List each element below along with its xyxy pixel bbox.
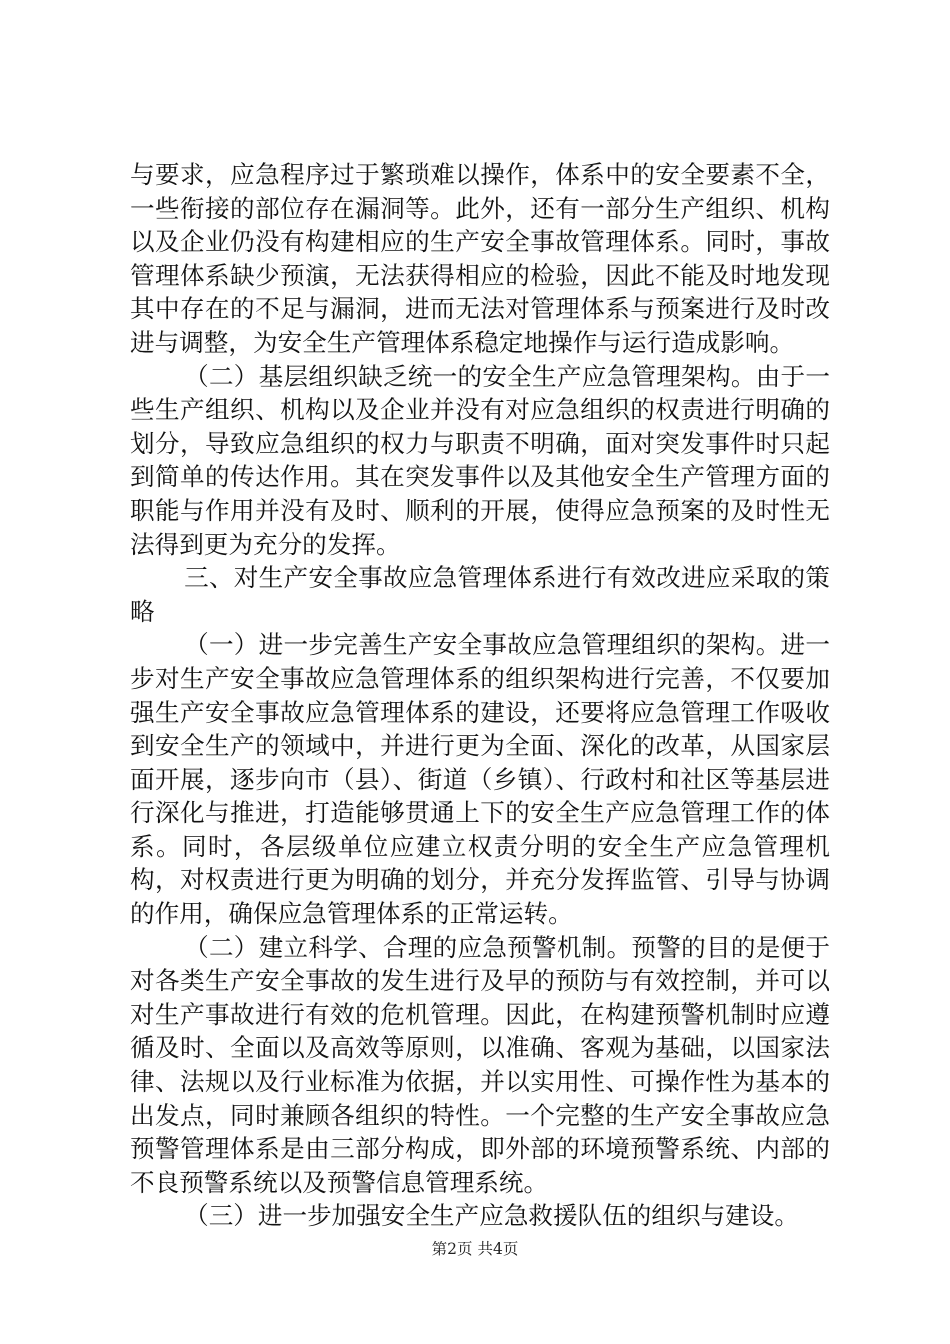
paragraph-section-2-2: （二）基层组织缺乏统一的安全生产应急管理架构。由于一些生产组织、机构以及企业并没有对应急组织的权责进行明确的划分，导致应急组织的权力与职责不明确，面对突发事件时只起到简单的传达作用。其在突发事件以及其他安全生产管理方面的职能与作用并没有及时、顺利的开展，使得应急预案的及时性无法得到更为充分的发挥。 (130, 361, 830, 559)
section-heading-3: 三、对生产安全事故应急管理体系进行有效改进应采取的策略 (130, 563, 830, 626)
paragraph-section-3-1: （一）进一步完善生产安全事故应急管理组织的架构。进一步对生产安全事故应急管理体系的组织架构进行完善，不仅要加强生产安全事故应急管理体系的建设，还要将应急管理工作吸收到安全生产的领域中，并进行更为全面、深化的改革，从国家层面开展，逐步向市（县）、街道（乡镇）、行政村和社区等基层进行深化与推进，打造能够贯通上下的安全生产应急管理工作的体系。同时，各层级单位应建立权责分明的安全生产应急管理机构，对权责进行更为明确的划分，并充分发挥监管、引导与协调的作用，确保应急管理体系的正常运转。 (130, 630, 830, 929)
document-body (130, 158, 830, 1233)
page-footer: 第2页 共4页 (431, 1240, 519, 1258)
paragraph-section-3-2: （二）建立科学、合理的应急预警机制。预警的目的是便于对各类生产安全事故的发生进行及早的预防与有效控制，并可以对生产事故进行有效的危机管理。因此，在构建预警机制时应遵循及时、全面以及高效等原则，以准确、客观为基础，以国家法律、法规以及行业标准为依据，并以实用性、可操作性为基本的出发点，同时兼顾各组织的特性。一个完整的生产安全事故应急预警管理体系是由三部分构成，即外部的环境预警系统、内部的不良预警系统以及预警信息管理系统。 (130, 932, 830, 1197)
paragraph-section-3-3: （三）进一步加强安全生产应急救援队伍的组织与建设。 (184, 1201, 799, 1231)
paragraph-continuation: 与要求，应急程序过于繁琐难以操作，体系中的安全要素不全，一些衔接的部位存在漏洞等。此外，还有一部分生产组织、机构以及企业仍没有构建相应的生产安全事故管理体系。同时，事故管理体系缺少预演，无法获得相应的检验，因此不能及时地发现其中存在的不足与漏洞，进而无法对管理体系与预案进行及时改进与调整，为安全生产管理体系稳定地操作与运行造成影响。 (130, 160, 830, 357)
